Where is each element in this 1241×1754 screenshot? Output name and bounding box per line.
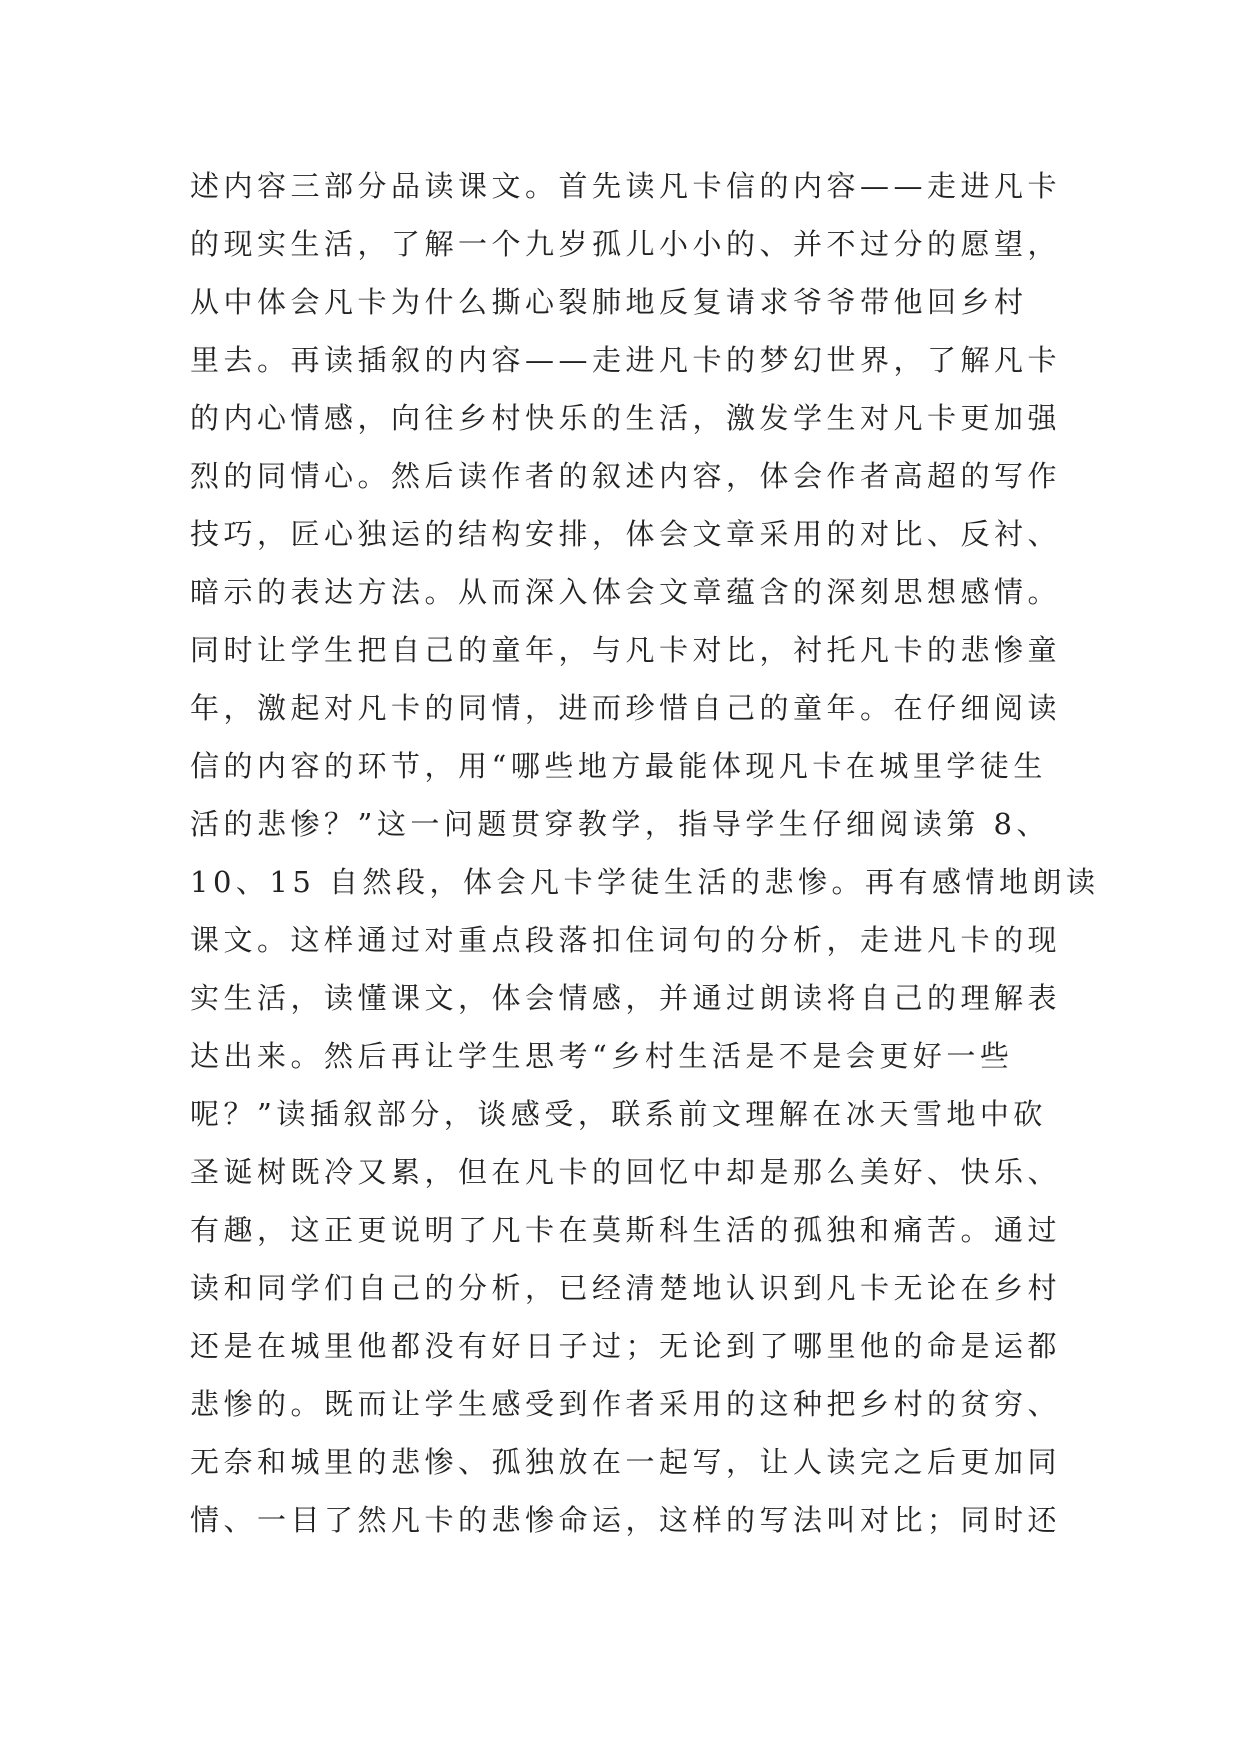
text-line: 暗示的表达方法。从而深入体会文章蕴含的深刻思想感情。 [190, 575, 1062, 609]
text-line: 达出来。然后再让学生思考“乡村生活是不是会更好一些 [190, 1039, 1014, 1073]
text-line: 读和同学们自己的分析，已经清楚地认识到凡卡无论在乡村 [190, 1271, 1062, 1305]
text-line: 课文。这样通过对重点段落扣住词句的分析，走进凡卡的现 [190, 923, 1062, 957]
text-line: 还是在城里他都没有好日子过；无论到了哪里他的命是运都 [190, 1329, 1062, 1363]
text-line: 有趣，这正更说明了凡卡在莫斯科生活的孤独和痛苦。通过 [190, 1213, 1062, 1247]
text-line: 呢？”读插叙部分，谈感受，联系前文理解在冰天雪地中砍 [190, 1097, 1047, 1131]
text-line: 同时让学生把自己的童年，与凡卡对比，衬托凡卡的悲惨童 [190, 633, 1062, 667]
body-text [190, 157, 1100, 1549]
text-line: 实生活，读懂课文，体会情感，并通过朗读将自己的理解表 [190, 981, 1062, 1015]
text-line: 从中体会凡卡为什么撕心裂肺地反复请求爷爷带他回乡村 [190, 285, 1028, 319]
text-line: 的现实生活，了解一个九岁孤儿小小的、并不过分的愿望， [190, 227, 1062, 261]
text-line: 情、一目了然凡卡的悲惨命运，这样的写法叫对比；同时还 [190, 1503, 1062, 1537]
text-line: 烈的同情心。然后读作者的叙述内容，体会作者高超的写作 [190, 459, 1062, 493]
text-line: 无奈和城里的悲惨、孤独放在一起写，让人读完之后更加同 [190, 1445, 1062, 1479]
text-line: 活的悲惨？”这一问题贯穿教学，指导学生仔细阅读第 8、 [190, 807, 1050, 841]
text-line: 里去。再读插叙的内容——走进凡卡的梦幻世界，了解凡卡 [190, 343, 1062, 377]
text-line: 10、15 自然段，体会凡卡学徒生活的悲惨。再有感情地朗读 [190, 865, 1100, 899]
text-line: 圣诞树既冷又累，但在凡卡的回忆中却是那么美好、快乐、 [190, 1155, 1062, 1189]
text-line: 述内容三部分品读课文。首先读凡卡信的内容——走进凡卡 [190, 169, 1062, 203]
text-line: 技巧，匠心独运的结构安排，体会文章采用的对比、反衬、 [190, 517, 1062, 551]
text-line: 的内心情感，向往乡村快乐的生活，激发学生对凡卡更加强 [190, 401, 1062, 435]
text-line: 年，激起对凡卡的同情，进而珍惜自己的童年。在仔细阅读 [190, 691, 1062, 725]
text-line: 悲惨的。既而让学生感受到作者采用的这种把乡村的贫穷、 [190, 1387, 1062, 1421]
text-line: 信的内容的环节，用“哪些地方最能体现凡卡在城里学徒生 [190, 749, 1047, 783]
